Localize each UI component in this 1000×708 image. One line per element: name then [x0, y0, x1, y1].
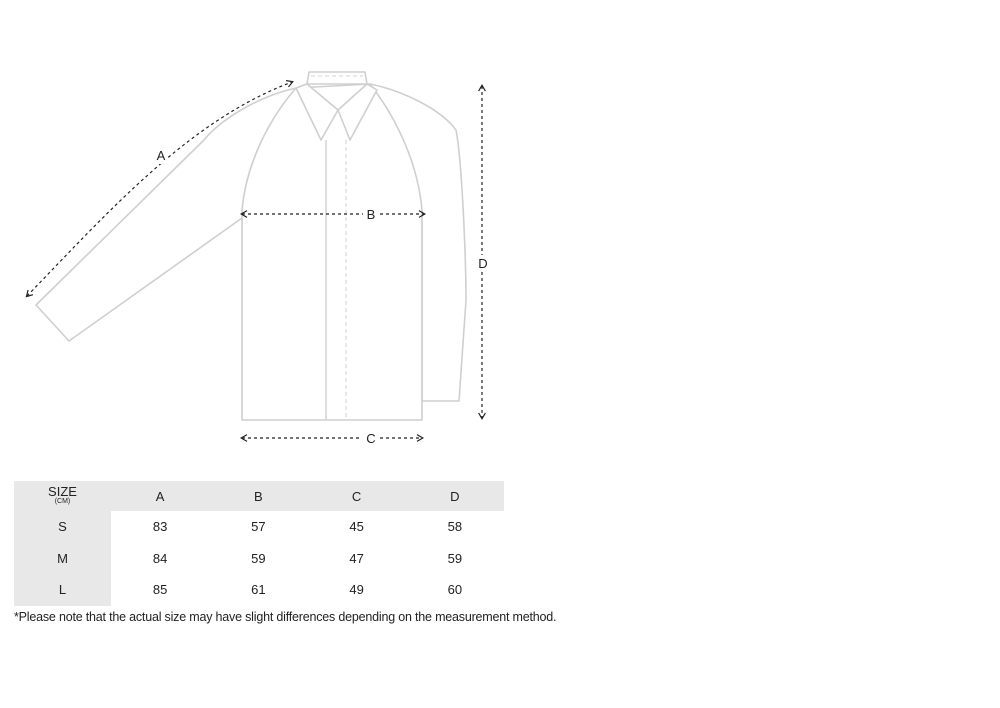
- dimension-a-label: A: [156, 148, 166, 163]
- column-header-b: B: [254, 488, 263, 504]
- dimension-b-label: B: [366, 207, 376, 222]
- table-row: [14, 511, 504, 543]
- dimension-d-label: D: [478, 256, 488, 271]
- table-cell: 47: [349, 550, 364, 566]
- table-cell: 84: [152, 550, 168, 566]
- size-table: [14, 481, 504, 606]
- table-cell: 45: [349, 519, 364, 535]
- table-cell: 85: [152, 582, 168, 598]
- table-cell: 59: [251, 550, 266, 566]
- column-header-d: D: [450, 488, 460, 504]
- row-size-cell: M: [14, 543, 111, 575]
- row-size-cell: S: [14, 511, 111, 543]
- table-row: [14, 543, 504, 575]
- dimension-c-label: C: [366, 431, 376, 446]
- table-header-row: [14, 481, 504, 511]
- size-header-label: SIZE: [48, 484, 77, 499]
- collar-band: [307, 72, 367, 84]
- table-cell: 83: [152, 519, 168, 535]
- size-header: [14, 481, 111, 511]
- size-unit-label: (CM): [54, 498, 71, 505]
- column-header-c: C: [351, 488, 362, 504]
- measurement-note: *Please note that the actual size may have slight differences depending on the measurement method.: [14, 610, 557, 624]
- table-cell: 60: [447, 582, 463, 598]
- table-row: [14, 574, 504, 606]
- table-cell: 49: [349, 582, 364, 598]
- row-size-cell: L: [14, 574, 111, 606]
- column-header-a: A: [155, 488, 165, 504]
- table-cell: 59: [447, 550, 463, 566]
- shirt-body: [242, 84, 422, 420]
- table-cell: 58: [447, 519, 463, 535]
- table-cell: 61: [251, 582, 266, 598]
- table-cell: 57: [251, 519, 266, 535]
